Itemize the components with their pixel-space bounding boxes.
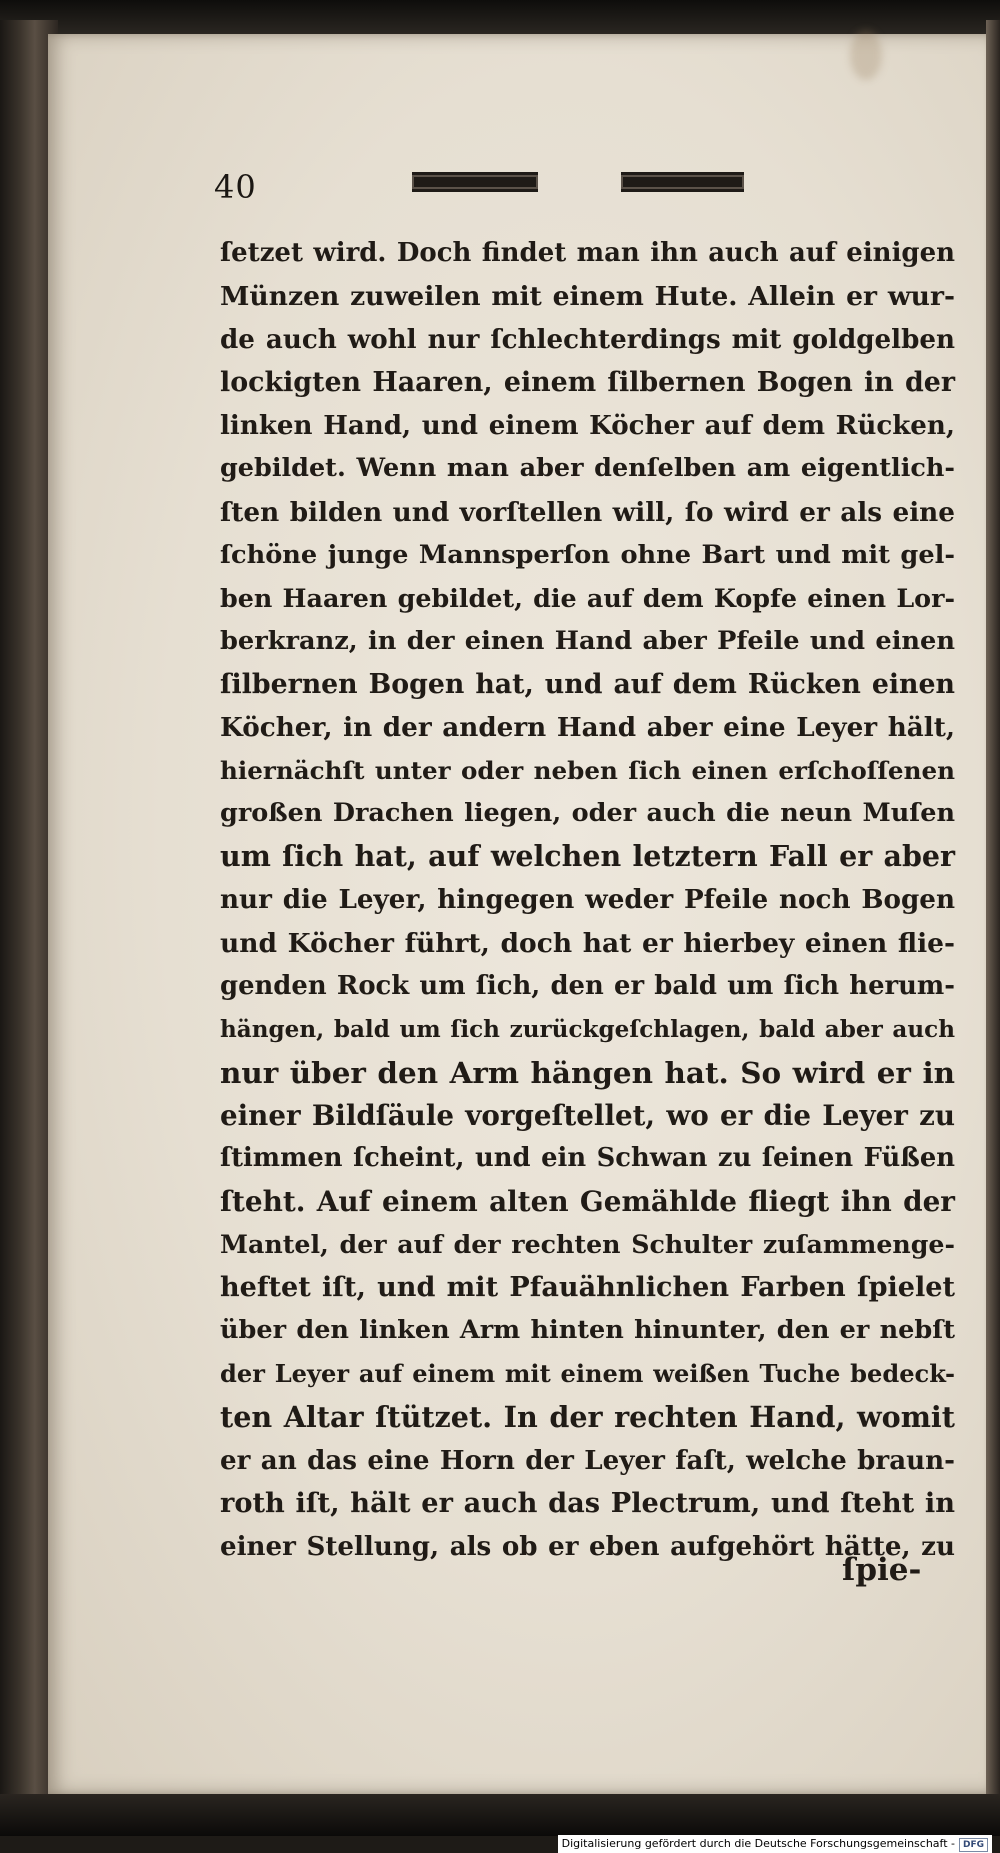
text-line: ten Altar ſtützet. In der rechten Hand, womit: [220, 1399, 955, 1434]
text-line: ſetzet wird. Doch findet man ihn auch auf einigen: [220, 238, 955, 268]
text-line: über den linken Arm hinten hinunter, den er nebſt: [220, 1315, 955, 1346]
scan-bottom-border: [0, 1794, 1000, 1836]
text-line: der Leyer auf einem mit einem weißen Tuche bedeck-: [220, 1359, 955, 1389]
text-line: er an das eine Horn der Leyer faſt, welche braun-: [220, 1444, 955, 1476]
text-line: genden Rock um ſich, den er bald um ſich herum-: [220, 970, 955, 1001]
dfg-logo: DFG: [959, 1838, 988, 1852]
page-edge: [986, 20, 1000, 1810]
text-line: gebildet. Wenn man aber denſelben am eigentlich-: [220, 453, 955, 484]
text-line: roth iſt, hält er auch das Plectrum, und ſteht in: [220, 1486, 955, 1519]
page-number: 40: [214, 168, 257, 206]
credit-text: Digitalisierung gefördert durch die Deutsche Forschungsgemeinschaft -: [561, 1837, 955, 1850]
text-line: ſten bilden und vorſtellen will, ſo wird er als eine: [220, 496, 955, 528]
text-line: hängen, bald um ſich zurückgeſchlagen, bald aber auch: [220, 1015, 955, 1043]
text-line: einer Stellung, als ob er eben aufgehört hätte, zu: [220, 1530, 955, 1562]
digitization-credit: [558, 1835, 992, 1853]
text-line: großen Drachen liegen, oder auch die neun Muſen: [220, 798, 955, 829]
text-line: nur über den Arm hängen hat. So wird er in: [220, 1054, 955, 1090]
paper-stain: [850, 30, 882, 80]
text-line: hiernächſt unter oder neben ſich einen erſchoſſenen: [220, 756, 955, 786]
header-ornament-right: [621, 172, 744, 192]
body-text: [220, 232, 955, 1568]
text-line: berkranz, in der einen Hand aber Pfeile und einen: [220, 625, 955, 656]
text-line: und Köcher führt, doch hat er hierbey einen flie-: [220, 927, 955, 959]
text-line: Köcher, in der andern Hand aber eine Leyer hält,: [220, 712, 955, 744]
text-line: ſteht. Auf einem alten Gemählde fliegt ihn der: [220, 1185, 955, 1219]
catchword: ſpie-: [842, 1552, 922, 1588]
text-line: ſilbernen Bogen hat, und auf dem Rücken einen: [220, 668, 955, 700]
text-line: Mantel, der auf der rechten Schulter zuſammenge-: [220, 1229, 955, 1260]
text-line: ſtimmen ſcheint, und ein Schwan zu ſeinen Füßen: [220, 1142, 955, 1173]
text-line: ben Haaren gebildet, die auf dem Kopfe einen Lor-: [220, 582, 955, 613]
text-line: einer Bildſäule vorgeſtellet, wo er die Leyer zu: [220, 1098, 955, 1132]
text-line: nur die Leyer, hingegen weder Pfeile noch Bogen: [220, 884, 955, 916]
text-line: Münzen zuweilen mit einem Hute. Allein er wur-: [220, 281, 955, 313]
scan-top-border: [0, 0, 1000, 34]
text-line: de auch wohl nur ſchlechterdings mit goldgelben: [220, 324, 955, 356]
text-line: um ſich hat, auf welchen letztern Fall er aber: [220, 839, 955, 874]
header-ornament-left: [412, 172, 538, 192]
text-line: heftet iſt, und mit Pfauähnlichen Farben ſpielet: [220, 1272, 955, 1304]
text-line: ſchöne junge Mannsperſon ohne Bart und mit gel-: [220, 539, 955, 570]
text-line: lockigten Haaren, einem ſilbernen Bogen in der: [220, 367, 955, 399]
text-line: linken Hand, und einem Köcher auf dem Rücken,: [220, 410, 955, 442]
